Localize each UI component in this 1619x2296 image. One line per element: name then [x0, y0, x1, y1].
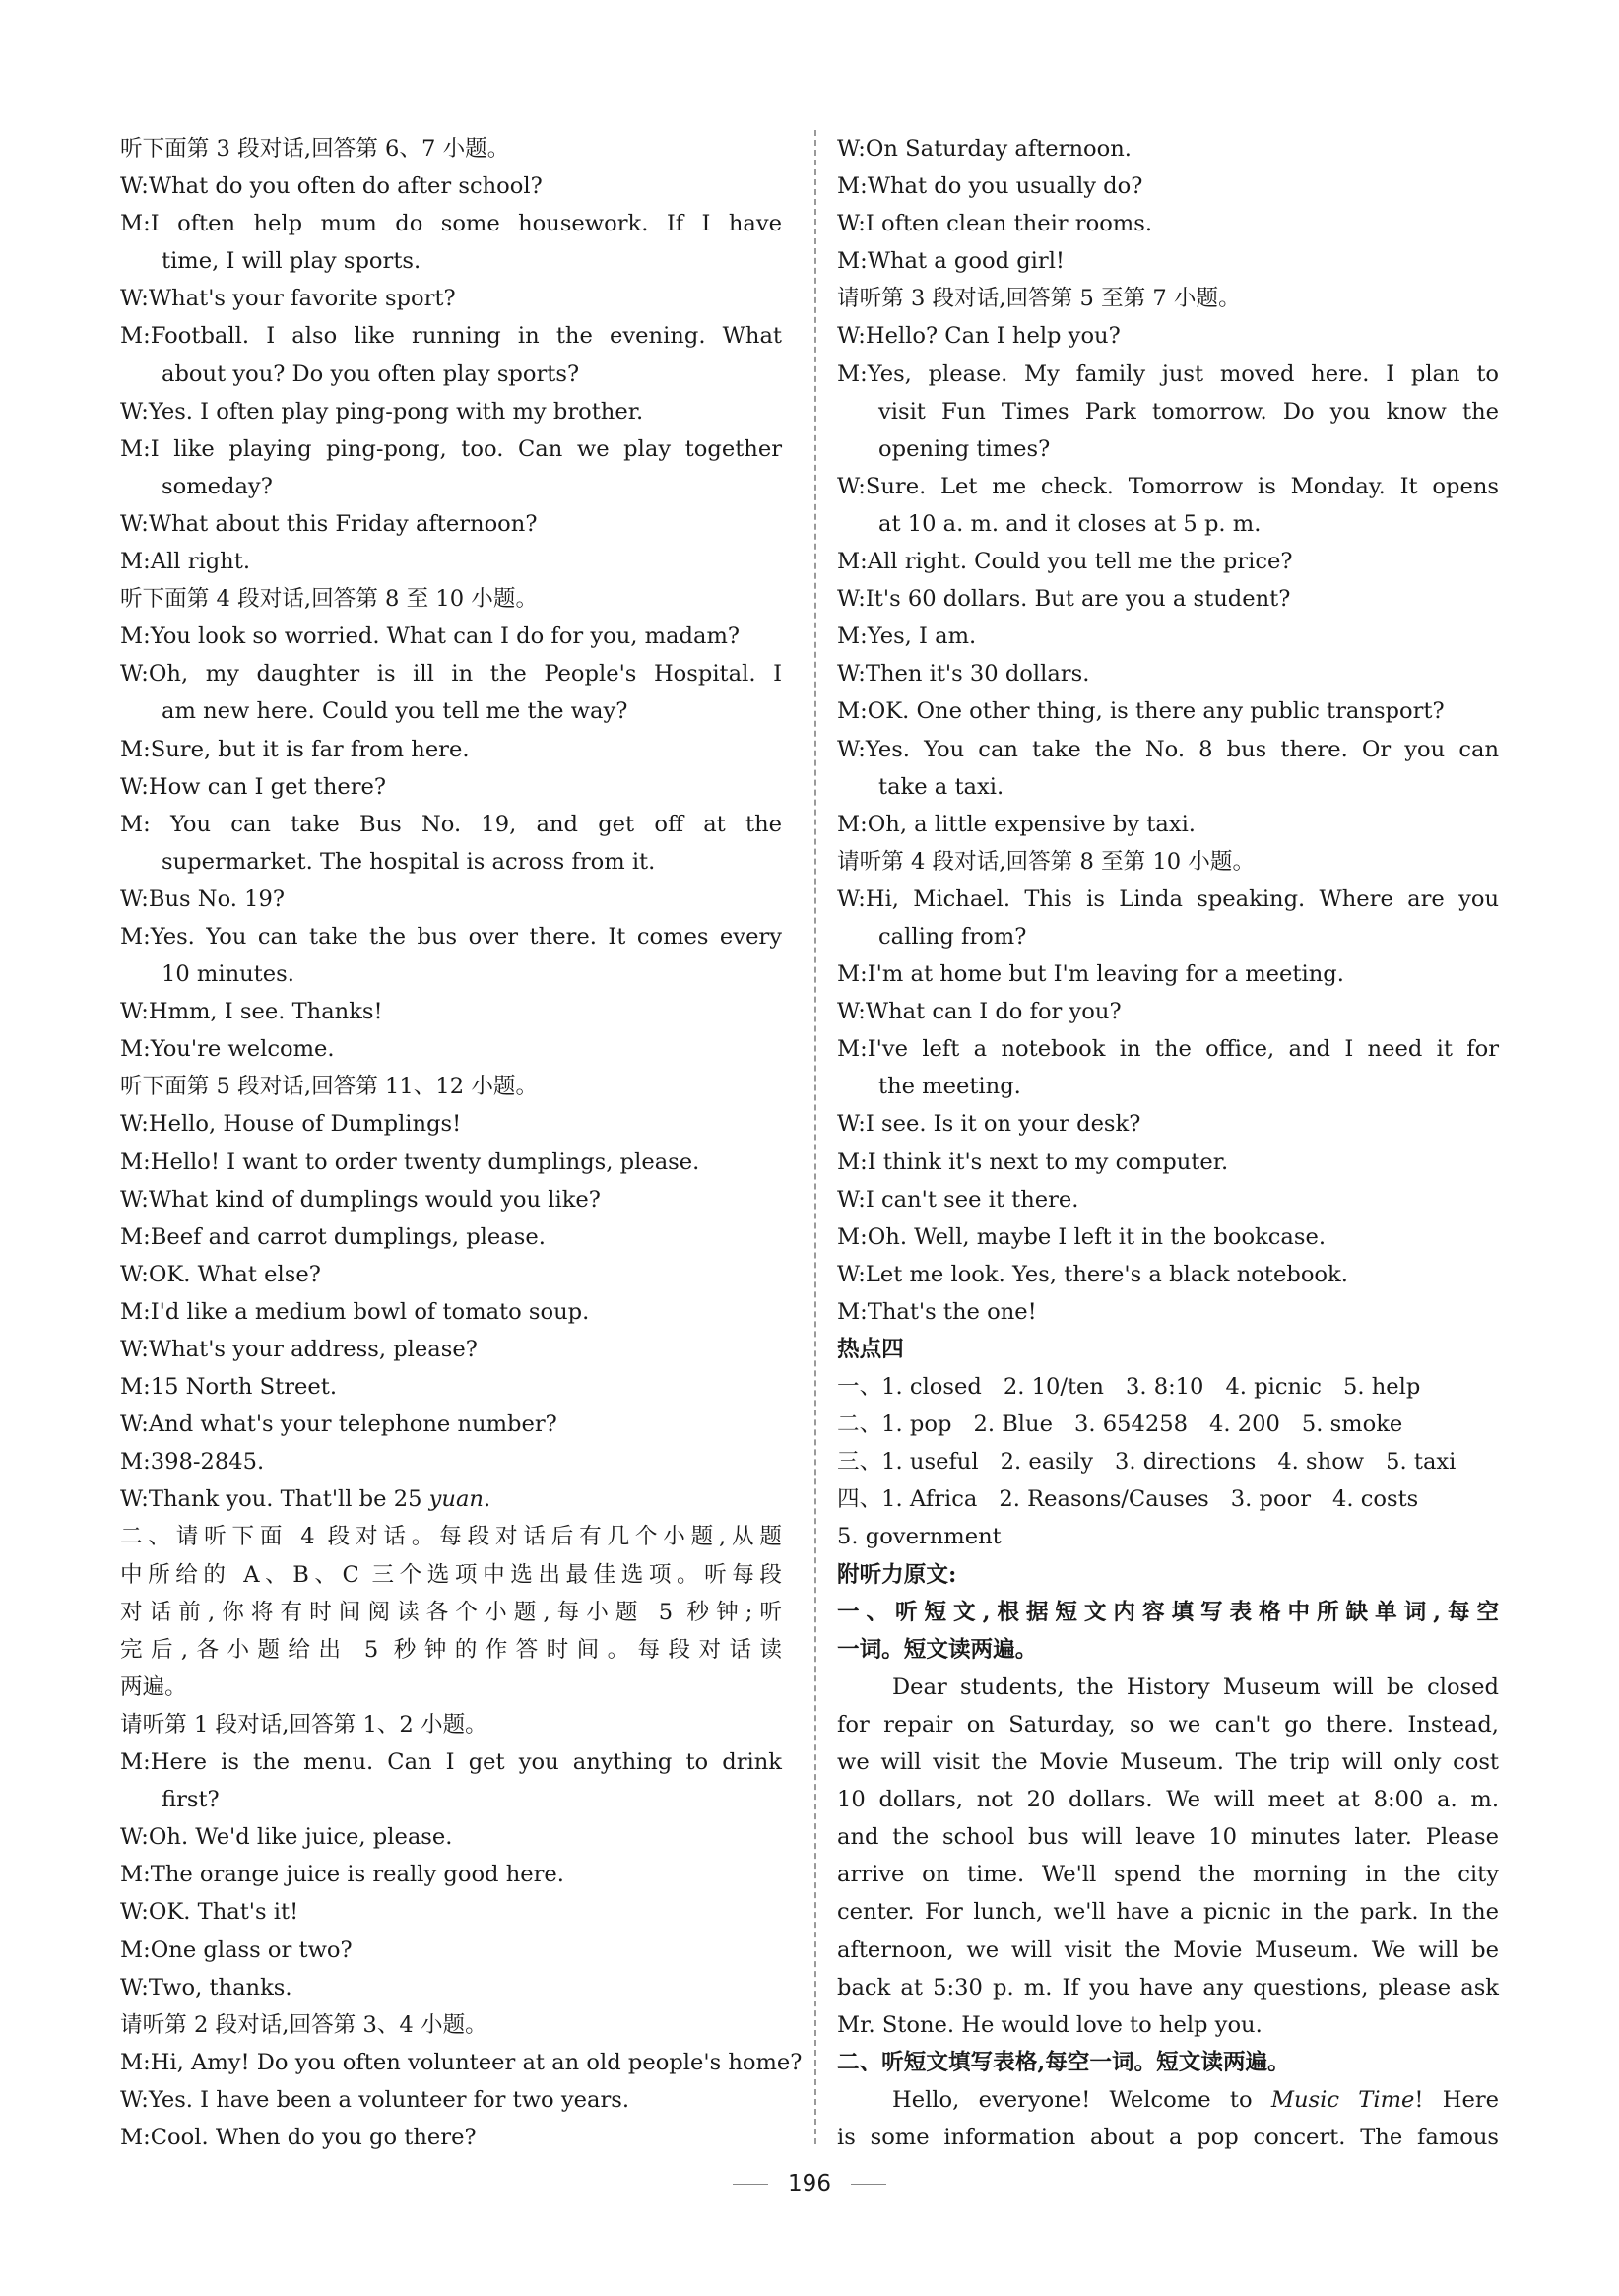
text-line: M:398-2845.: [120, 1449, 265, 1476]
answer-item: 三、1. useful: [837, 1449, 979, 1476]
text-line: W:Then it's 30 dollars.: [837, 661, 1090, 688]
text-line: we will visit the Movie Museum. The trip will only cost: [837, 1749, 1499, 1776]
section2-title: 二、听短文填写表格,每空一词。短文读两遍。: [837, 2049, 1290, 2075]
footer-rule-right: [851, 2184, 886, 2185]
text-line: M:Yes, I am.: [837, 623, 977, 650]
right-column: [837, 130, 1499, 2156]
appendix-title: 附听力原文:: [837, 1561, 957, 1588]
text-line: time, I will play sports.: [162, 248, 421, 275]
text-line: 两遍。: [120, 1673, 187, 1700]
text-line: M:All right. Could you tell me the price?: [837, 549, 1293, 575]
answer-key: [837, 1368, 1499, 1555]
text-line: and the school bus will leave 10 minutes later. Please: [837, 1824, 1499, 1851]
text-line: back at 5:30 p. m. If you have any questions, please ask: [837, 1974, 1499, 2001]
text-line: the meeting.: [878, 1074, 1021, 1100]
text-line: afternoon, we will visit the Movie Museum. We will be: [837, 1936, 1499, 1963]
text-line: W:Bus No. 19?: [120, 886, 286, 912]
text-line: M:Here is the menu. Can I get you anything to drink: [120, 1749, 782, 1776]
text-line: W:Sure. Let me check. Tomorrow is Monday. It opens: [837, 473, 1499, 499]
answer-item: 2. Blue: [973, 1411, 1053, 1438]
answer-item: 3. poor: [1230, 1486, 1311, 1513]
text-line: about you? Do you often play sports?: [162, 361, 580, 387]
answer-item: 3. 654258: [1073, 1411, 1188, 1438]
text-line: W:Hi, Michael. This is Linda speaking. Where are you: [837, 886, 1499, 912]
text-line: W:What about this Friday afternoon?: [120, 510, 538, 537]
text-line: 二、请听下面 4 段对话。每段对话后有几个小题,从题: [120, 1524, 782, 1550]
text-line: W:Hello? Can I help you?: [837, 323, 1121, 350]
text-line: W:I can't see it there.: [837, 1186, 1079, 1213]
text-line: W:What's your favorite sport?: [120, 286, 456, 312]
text-line: 听下面第 3 段对话,回答第 6、7 小题。: [120, 136, 510, 162]
answer-item: 5. help: [1342, 1374, 1421, 1401]
footer-rule-left: [733, 2184, 768, 2185]
text-line: someday?: [162, 473, 273, 499]
text-line: M:Yes. You can take the bus over there. It comes every: [120, 923, 782, 950]
text-line: W:What kind of dumplings would you like?: [120, 1186, 601, 1213]
section1-title: 一、听短文,根据短文内容填写表格中所缺单词,每空: [837, 1599, 1499, 1625]
text-line: M:I like playing ping-pong, too. Can we play together: [120, 435, 782, 462]
answer-item: 5. smoke: [1301, 1411, 1403, 1438]
page-number: 196: [788, 2171, 831, 2197]
page-footer: [0, 2171, 1619, 2197]
text-line: W:Oh, my daughter is ill in the People's Hospital. I: [120, 661, 782, 688]
passage-2-text-b: ! Here: [1414, 2086, 1499, 2113]
text-line: M:Hello! I want to order twenty dumplings, please.: [120, 1148, 700, 1175]
text-line: W:I see. Is it on your desk?: [837, 1111, 1141, 1138]
answer-item: 4. costs: [1332, 1486, 1419, 1513]
text-line: calling from?: [878, 923, 1027, 950]
section1-title-cont: 一词。短文读两遍。: [837, 1636, 1038, 1663]
text-line: W:Let me look. Yes, there's a black notebook.: [837, 1261, 1348, 1287]
text-line: at 10 a. m. and it closes at 5 p. m.: [878, 510, 1262, 537]
text-line: 请听第 3 段对话,回答第 5 至第 7 小题。: [837, 286, 1241, 312]
dialogue-lines: [837, 130, 1499, 1331]
currency-italic: yuan: [428, 1486, 484, 1513]
text-line: W:Thank you. That'll be 25 yuan.: [120, 1486, 491, 1513]
text-line: W:Yes. You can take the No. 8 bus there. Or you can: [837, 736, 1499, 762]
answer-item: 3. directions: [1115, 1449, 1257, 1476]
text-line: M:Oh. Well, maybe I left it in the bookcase.: [837, 1223, 1327, 1250]
text-line: 对话前,你将有时间阅读各个小题,每小题 5 秒钟;听: [120, 1599, 782, 1625]
text-line: W:On Saturday afternoon.: [837, 136, 1132, 162]
text-line: W:How can I get there?: [120, 773, 387, 800]
text-line: W:And what's your telephone number?: [120, 1411, 557, 1438]
text-line: W:What can I do for you?: [837, 999, 1122, 1025]
answer-row: [837, 1406, 1499, 1443]
answer-item: 3. 8:10: [1125, 1374, 1204, 1401]
text-line: arrive on time. We'll spend the morning in the city: [837, 1862, 1499, 1888]
passage-1: [837, 1669, 1499, 2044]
text-line: M:Sure, but it is far from here.: [120, 736, 470, 762]
text-line: take a taxi.: [878, 773, 1004, 800]
answer-item: 2. 10/ten: [1003, 1374, 1104, 1401]
text-line: W:Yes. I often play ping-pong with my brother.: [120, 398, 644, 425]
text-line: M:Oh, a little expensive by taxi.: [837, 811, 1196, 837]
text-line: W:What do you often do after school?: [120, 173, 543, 200]
text-line: M:What a good girl!: [837, 248, 1066, 275]
text-line: 中所给的 A、B、C 三个选项中选出最佳选项。听每段: [120, 1561, 782, 1588]
text-line: M:You look so worried. What can I do for you, madam?: [120, 623, 740, 650]
text-line: Mr. Stone. He would love to help you.: [837, 2011, 1263, 2038]
text-line: M:I'm at home but I'm leaving for a meeting.: [837, 961, 1344, 988]
text-line: M:I think it's next to my computer.: [837, 1148, 1229, 1175]
text-line: M:All right.: [120, 549, 250, 575]
text-line: W:I often clean their rooms.: [837, 211, 1152, 237]
text-line: for repair on Saturday, so we can't go there. Instead,: [837, 1711, 1499, 1738]
text-line: M:15 North Street.: [120, 1374, 338, 1401]
text-line: opening times?: [878, 435, 1051, 462]
text-line: M: You can take Bus No. 19, and get off at the: [120, 811, 782, 837]
answer-item: 4. picnic: [1225, 1374, 1322, 1401]
text-line: M:Yes, please. My family just moved here. I plan to: [837, 361, 1499, 387]
answer-item: 二、1. pop: [837, 1411, 952, 1438]
answer-item: 一、1. closed: [837, 1374, 982, 1401]
hotspot-title: 热点四: [837, 1337, 904, 1362]
text-line: W:OK. What else?: [120, 1261, 321, 1287]
text-line: M:I often help mum do some housework. If I have: [120, 211, 782, 237]
text-line: M:Hi, Amy! Do you often volunteer at an old people's home?: [120, 2049, 803, 2075]
column-divider: [814, 130, 816, 2144]
text-line: W:Yes. I have been a volunteer for two years.: [120, 2086, 630, 2113]
text-line: supermarket. The hospital is across from it.: [162, 848, 656, 875]
answer-item: 4. show: [1277, 1449, 1365, 1476]
text-line: 听下面第 5 段对话,回答第 11、12 小题。: [120, 1074, 539, 1100]
text-line: 10 dollars, not 20 dollars. We will meet at 8:00 a. m.: [837, 1787, 1499, 1813]
answer-item: 四、1. Africa: [837, 1486, 978, 1513]
answer-item: 2. easily: [1000, 1449, 1093, 1476]
text-line: center. For lunch, we'll have a picnic in the park. In the: [837, 1899, 1499, 1926]
text-line: W:Two, thanks.: [120, 1974, 292, 2001]
passage-2-line: [837, 2081, 1499, 2119]
text-line: M:Football. I also like running in the evening. What: [120, 323, 782, 350]
text-line: 请听第 2 段对话,回答第 3、4 小题。: [120, 2011, 487, 2038]
text-line: M:Beef and carrot dumplings, please.: [120, 1223, 546, 1250]
passage-2-text-a: Hello, everyone! Welcome to: [892, 2086, 1271, 2113]
answer-row: [837, 1480, 1499, 1518]
answer-item: 4. 200: [1208, 1411, 1280, 1438]
text-line: M:What do you usually do?: [837, 173, 1143, 200]
answer-row: [837, 1518, 1499, 1555]
text-line: am new here. Could you tell me the way?: [162, 698, 628, 725]
answer-item: 5. government: [837, 1524, 1002, 1550]
text-line: 请听第 1 段对话,回答第 1、2 小题。: [120, 1711, 487, 1738]
text-line: M:Cool. When do you go there?: [120, 2124, 477, 2150]
text-line: W:Oh. We'd like juice, please.: [120, 1824, 453, 1851]
answer-item: 5. taxi: [1386, 1449, 1457, 1476]
text-line: 请听第 4 段对话,回答第 8 至第 10 小题。: [837, 848, 1256, 875]
text-line: Dear students, the History Museum will be closed: [892, 1673, 1499, 1700]
answer-row: [837, 1443, 1499, 1480]
text-line: M:One glass or two?: [120, 1936, 353, 1963]
text-line: W:Hmm, I see. Thanks!: [120, 999, 383, 1025]
text-line: first?: [162, 1787, 220, 1813]
answer-row: [837, 1368, 1499, 1406]
text-line: 完后,各小题给出 5 秒钟的作答时间。每段对话读: [120, 1636, 782, 1663]
left-column: [120, 130, 803, 2156]
text-line: W:What's your address, please?: [120, 1337, 478, 1362]
text-line: W:Hello, House of Dumplings!: [120, 1111, 462, 1138]
passage-2-line: is some information about a pop concert. The famous: [837, 2124, 1499, 2150]
text-line: 听下面第 4 段对话,回答第 8 至 10 小题。: [120, 586, 539, 613]
text-line: 10 minutes.: [162, 961, 294, 988]
text-line: W:It's 60 dollars. But are you a student?: [837, 586, 1291, 613]
text-line: M:I'd like a medium bowl of tomato soup.: [120, 1298, 590, 1325]
passage-2-italic: Music Time: [1270, 2086, 1415, 2113]
text-line: W:OK. That's it!: [120, 1899, 299, 1926]
text-line: visit Fun Times Park tomorrow. Do you know the: [878, 398, 1499, 425]
answer-item: 2. Reasons/Causes: [999, 1486, 1209, 1513]
text-line: M:OK. One other thing, is there any public transport?: [837, 698, 1445, 725]
text-line: M:The orange juice is really good here.: [120, 1862, 564, 1888]
text-line: M:You're welcome.: [120, 1036, 335, 1063]
text-line: M:I've left a notebook in the office, and I need it for: [837, 1036, 1499, 1063]
text-line: M:That's the one!: [837, 1298, 1037, 1325]
